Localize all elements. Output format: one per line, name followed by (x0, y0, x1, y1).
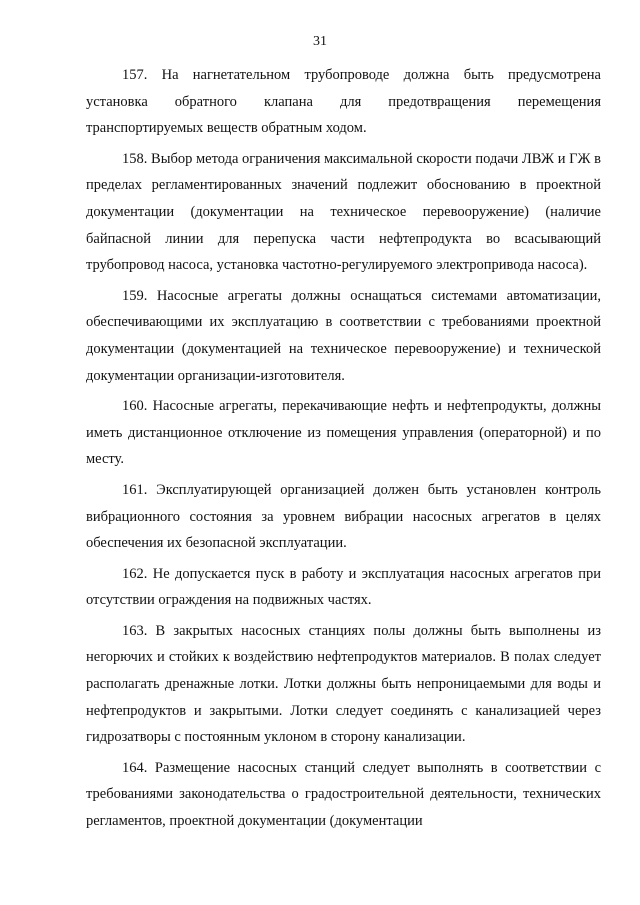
paragraph-162: 162. Не допускается пуск в работу и эксплуатация насосных агрегатов при отсутствии ограждения на подвижных частях. (86, 565, 601, 609)
document-body (86, 62, 601, 839)
page-number: 31 (313, 34, 327, 49)
paragraph-163: 163. В закрытых насосных станциях полы должны быть выполнены из негорючих и стойких к воздействию нефтепродуктов материалов. В полах следует располагать дренажные лотки. Лотки должны быть непроницаемыми для воды и нефтепродуктов и закрытыми. Лотки следует соединять с канализацией через гидрозатворы с постоянным уклоном в сторону канализации. (86, 622, 601, 746)
paragraph-164: 164. Размещение насосных станций следует выполнять в соответствии с требованиями законодательства о градостроительной деятельности, технических регламентов, проектной документации (документации (86, 759, 601, 830)
paragraph-157: 157. На нагнетательном трубопроводе должна быть предусмотрена установка обратного клапана для предотвращения перемещения транспортируемых веществ обратным ходом. (86, 67, 601, 137)
paragraph-161: 161. Эксплуатирующей организацией должен быть установлен контроль вибрационного состояния за уровнем вибрации насосных агрегатов в целях обеспечения их безопасной эксплуатации. (86, 481, 601, 552)
paragraph-158: 158. Выбор метода ограничения максимальной скорости подачи ЛВЖ и ГЖ в пределах регламентированных значений подлежит обоснованию в проектной документации (документации на техническое перевооружение) (наличие байпасной линии для перепуска части нефтепродукта во всасывающий трубопровод насоса, установка частотно-регулируемого электропривода насоса). (86, 150, 601, 274)
paragraph-160: 160. Насосные агрегаты, перекачивающие нефть и нефтепродукты, должны иметь дистанционное отключение из помещения управления (операторной) и по месту. (86, 398, 601, 468)
paragraph-159: 159. Насосные агрегаты должны оснащаться системами автоматизации, обеспечивающими их эксплуатацию в соответствии с требованиями проектной документации (документацией на техническое перевооружение) и технической документации организации-изготовителя. (86, 287, 601, 384)
